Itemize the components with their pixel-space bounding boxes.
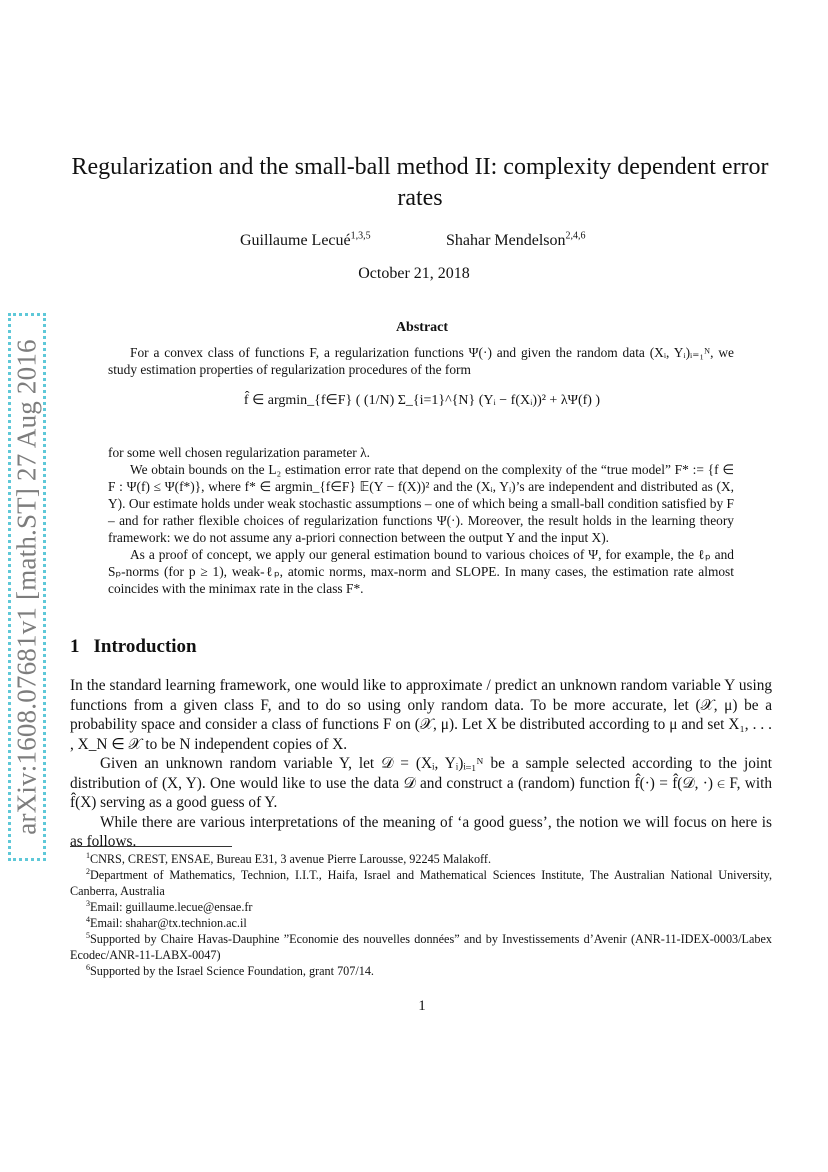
footnotes — [70, 851, 772, 979]
section-number: 1 — [70, 636, 80, 657]
arxiv-stamp — [0, 305, 56, 865]
author-2 — [446, 232, 586, 250]
introduction-body — [70, 676, 772, 852]
footnote-6: $^6$Supported by the Israel Science Foundation, grant 707/14. — [86, 962, 374, 978]
abstract-paragraph-1: For a convex class of functions F, a regularization functions Ψ(·) and given the random data (Xᵢ, Yᵢ)ᵢ₌₁ᴺ, we study estimation properties of regularization procedures of the form — [108, 345, 734, 377]
footnote-2: $^2$Department of Mathematics, Technion, I.I.T., Haifa, Israel and Mathematical Sciences Institute, The Australian National University, Canberra, Australia — [70, 866, 772, 898]
abstract-paragraph-2: We obtain bounds on the L₂ estimation error rate that depend on the complexity of the “true model” F* := {f ∈ F : Ψ(f) ≤ Ψ(f*)}, where f* ∈ argmin_{f∈F} 𝔼(Y − f(X))² and the (Xᵢ, Yᵢ)’s are independent and distributed as (X, Y). Our estimate holds under weak stochastic assumptions – one of which being a small-ball condition satisfied by F – and for rather flexible choices of regularization functions Ψ(·). Moreover, the result holds in the learning theory framework: we do not assume any a-priori connection between the output Y and the input X). — [108, 462, 734, 545]
abstract-paragraph-3: As a proof of concept, we apply our general estimation bound to various choices of Ψ, for example, the ℓₚ and Sₚ-norms (for p ≥ 1), weak-ℓₚ, atomic norms, max-norm and SLOPE. In many cases, the estimation rate almost coincides with the minimax rate in the class F*. — [108, 547, 734, 596]
arxiv-stamp-text: arXiv:1608.07681v1 [math.ST] 27 Aug 2016 — [11, 339, 42, 835]
author-1 — [240, 232, 371, 250]
footnote-4: $^4$Email: shahar@tx.technion.ac.il — [86, 914, 247, 930]
abstract-heading: Abstract — [395, 320, 449, 335]
footnote-3: $^3$Email: guillaume.lecue@ensae.fr — [86, 898, 253, 914]
paper-date: October 21, 2018 — [358, 265, 470, 282]
author-name: Guillaume Lecué — [240, 232, 351, 249]
author-affiliation-marks: 2,4,6 — [565, 230, 586, 242]
author-affiliation-marks: 1,3,5 — [350, 230, 371, 242]
abstract-body — [108, 444, 734, 597]
footnote-5: $^5$Supported by Chaire Havas-Dauphine ”Economie des nouvelles données” and by Investissements d’Avenir (ANR-11-IDEX-0003/Labex Ecodec/ANR-11-LABX-0047) — [70, 930, 772, 962]
intro-paragraph-2: Given an unknown random variable Y, let 𝒟 = (Xᵢ, Yᵢ)ᵢ₌₁ᴺ be a sample selected according to the joint distribution of (X, Y). One would like to use the data 𝒟 and construct a (random) function f̂(·) = f̂(𝒟, ·) ∈ F, with f̂(X) serving as a good guess of Y. — [70, 755, 772, 811]
section-heading — [70, 636, 197, 658]
footnote-rule — [70, 846, 232, 847]
abstract-paragraph-1-end: for some well chosen regularization parameter λ. — [108, 445, 370, 460]
section-title: Introduction — [93, 636, 197, 657]
page-number: 1 — [418, 998, 426, 1014]
paper-title: Regularization and the small-ball method II: complexity dependent error rates — [71, 154, 769, 211]
author-name: Shahar Mendelson — [446, 232, 566, 249]
footnote-1: $^1$CNRS, CREST, ENSAE, Bureau E31, 3 avenue Pierre Larousse, 92245 Malakoff. — [86, 850, 491, 866]
intro-paragraph-3: While there are various interpretations of the meaning of ‘a good guess’, the notion we will focus on here is as follows. — [70, 813, 772, 850]
intro-paragraph-1: In the standard learning framework, one would like to approximate / predict an unknown random variable Y using functions from a given class F, and to do so using only random data. To be more accurate, let (𝒳, μ) be a probability space and consider a class of functions F on (𝒳, μ). Let X be distributed according to μ and set X₁, . . . , X_N ∈ 𝒳 to be N independent copies of X. — [70, 677, 772, 753]
abstract-equation: f̂ ∈ argmin_{f∈F} ( (1/N) Σ_{i=1}^{N} (Yᵢ − f(Xᵢ))² + λΨ(f) ) — [243, 393, 601, 408]
